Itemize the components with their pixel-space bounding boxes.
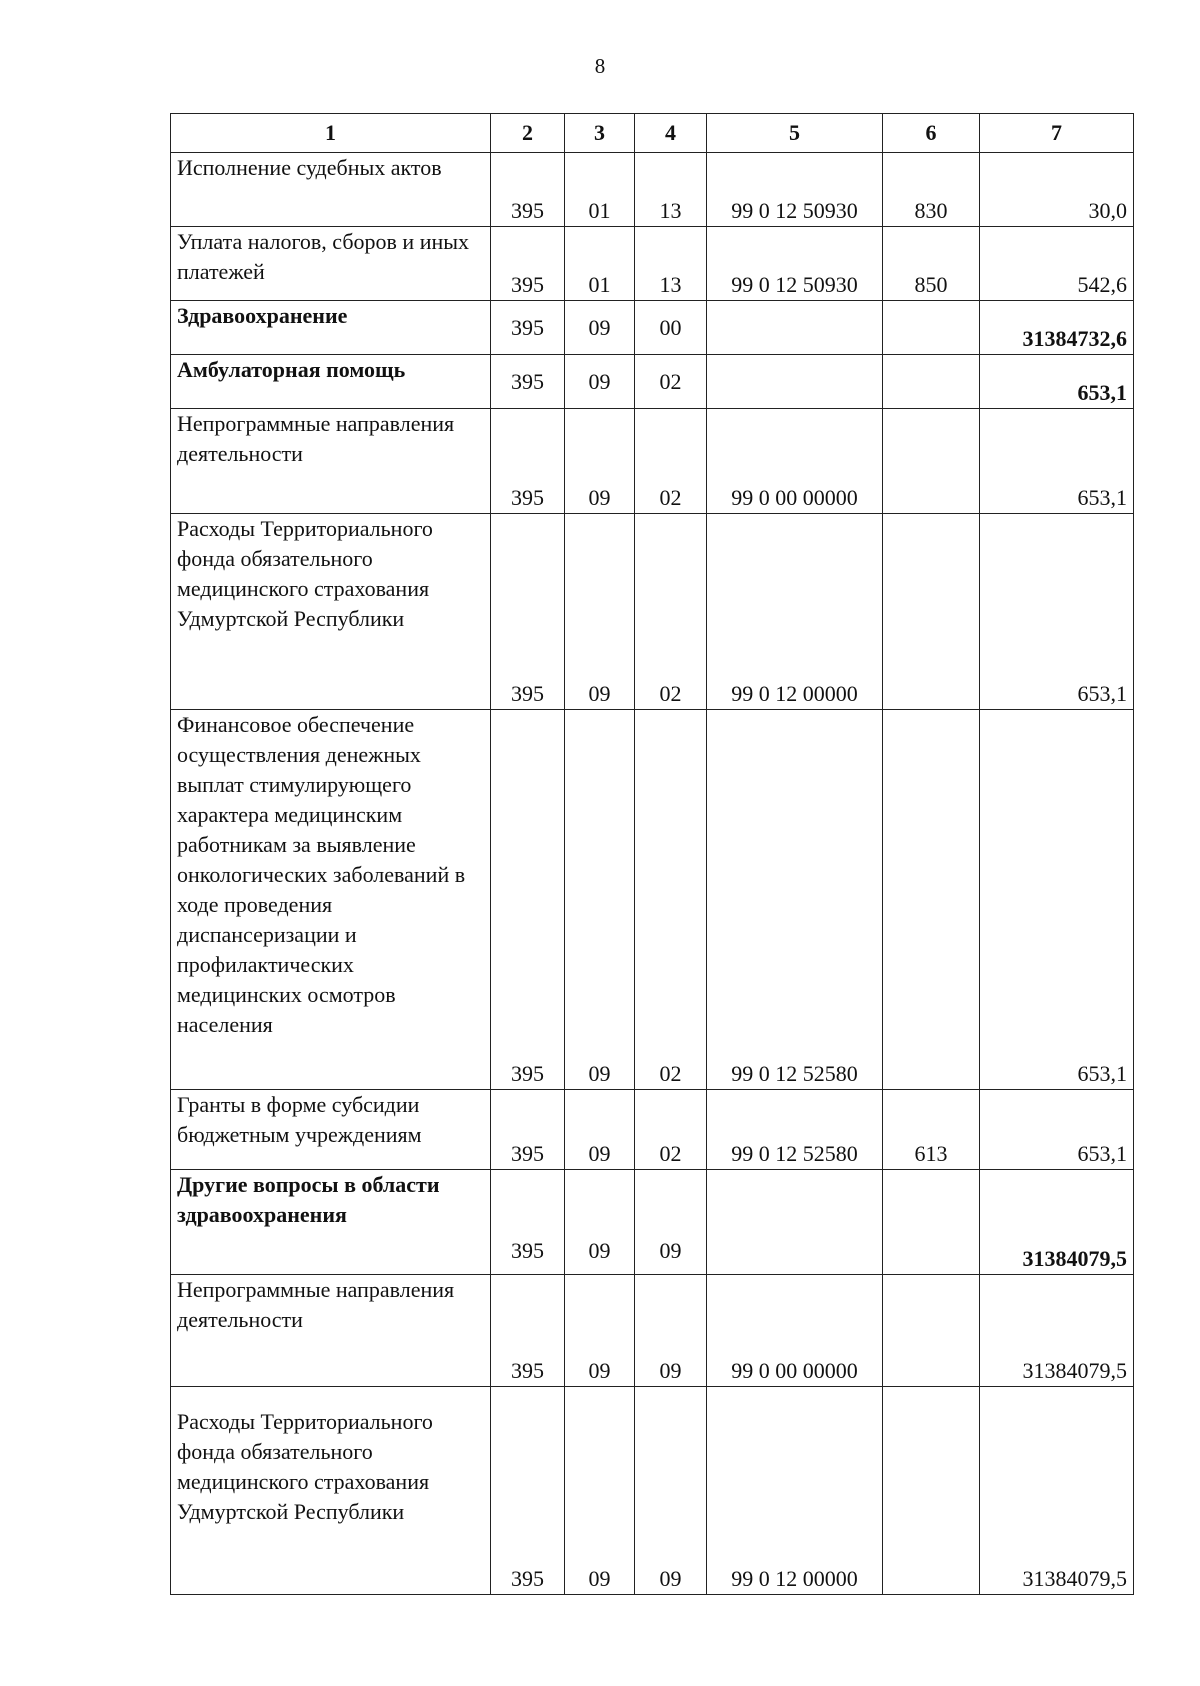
- row-subsection-code: 09: [635, 1275, 707, 1387]
- row-amount: 31384732,6: [980, 301, 1134, 355]
- row-section-code: 09: [565, 1170, 635, 1275]
- row-ministry-code: 395: [491, 355, 565, 409]
- table-row-section: [171, 355, 1134, 409]
- budget-table: [170, 113, 1134, 1595]
- row-amount: 653,1: [980, 409, 1134, 514]
- header-col-2: 2: [491, 114, 565, 153]
- table-row: [171, 409, 1134, 514]
- row-subsection-code: 02: [635, 710, 707, 1090]
- row-section-code: 09: [565, 1090, 635, 1170]
- row-subsection-code: 09: [635, 1170, 707, 1275]
- table-row-section: [171, 1170, 1134, 1275]
- row-expense-type: [883, 301, 980, 355]
- row-name: Непрограммные направления деятельности: [171, 1275, 491, 1387]
- row-expense-type: [883, 1275, 980, 1387]
- row-ministry-code: 395: [491, 514, 565, 710]
- row-ministry-code: 395: [491, 409, 565, 514]
- row-ministry-code: 395: [491, 1275, 565, 1387]
- row-name: Амбулаторная помощь: [171, 355, 491, 409]
- row-section-code: 09: [565, 1387, 635, 1595]
- row-ministry-code: 395: [491, 1090, 565, 1170]
- header-col-6: 6: [883, 114, 980, 153]
- row-section-code: 09: [565, 514, 635, 710]
- row-target-article: 99 0 00 00000: [707, 409, 883, 514]
- row-expense-type: 830: [883, 153, 980, 227]
- row-target-article: [707, 301, 883, 355]
- header-row: [171, 114, 1134, 153]
- row-ministry-code: 395: [491, 301, 565, 355]
- row-amount: 653,1: [980, 355, 1134, 409]
- row-section-code: 01: [565, 153, 635, 227]
- table-row: [171, 710, 1134, 1090]
- row-name: Уплата налогов, сборов и иных платежей: [171, 227, 491, 301]
- row-name: Здравоохранение: [171, 301, 491, 355]
- table-row: [171, 1275, 1134, 1387]
- header-col-5: 5: [707, 114, 883, 153]
- row-expense-type: [883, 710, 980, 1090]
- row-amount: 31384079,5: [980, 1387, 1134, 1595]
- row-target-article: 99 0 12 52580: [707, 710, 883, 1090]
- row-expense-type: [883, 514, 980, 710]
- row-section-code: 09: [565, 409, 635, 514]
- row-amount: 542,6: [980, 227, 1134, 301]
- table-row: [171, 1090, 1134, 1170]
- row-target-article: 99 0 12 00000: [707, 514, 883, 710]
- row-target-article: [707, 1170, 883, 1275]
- row-subsection-code: 02: [635, 409, 707, 514]
- table-row: [171, 1387, 1134, 1595]
- row-expense-type: 613: [883, 1090, 980, 1170]
- row-amount: 653,1: [980, 514, 1134, 710]
- row-subsection-code: 02: [635, 1090, 707, 1170]
- table-row: [171, 227, 1134, 301]
- row-target-article: 99 0 12 50930: [707, 153, 883, 227]
- row-name: Расходы Территориального фонда обязательного медицинского страхования Удмуртской Республики: [171, 1387, 491, 1595]
- row-amount: 31384079,5: [980, 1170, 1134, 1275]
- page-number: 8: [594, 54, 606, 78]
- row-section-code: 01: [565, 227, 635, 301]
- row-ministry-code: 395: [491, 153, 565, 227]
- row-name: Другие вопросы в области здравоохранения: [171, 1170, 491, 1275]
- row-target-article: 99 0 12 00000: [707, 1387, 883, 1595]
- row-amount: 30,0: [980, 153, 1134, 227]
- row-expense-type: [883, 355, 980, 409]
- row-ministry-code: 395: [491, 1170, 565, 1275]
- row-subsection-code: 13: [635, 227, 707, 301]
- row-target-article: 99 0 12 52580: [707, 1090, 883, 1170]
- row-amount: 653,1: [980, 710, 1134, 1090]
- row-section-code: 09: [565, 1275, 635, 1387]
- row-expense-type: [883, 1387, 980, 1595]
- row-amount: 31384079,5: [980, 1275, 1134, 1387]
- row-ministry-code: 395: [491, 227, 565, 301]
- table-row-section: [171, 301, 1134, 355]
- row-name: Непрограммные направления деятельности: [171, 409, 491, 514]
- row-section-code: 09: [565, 301, 635, 355]
- header-col-3: 3: [565, 114, 635, 153]
- header-col-1: 1: [171, 114, 491, 153]
- row-expense-type: [883, 409, 980, 514]
- row-ministry-code: 395: [491, 1387, 565, 1595]
- table-row: [171, 514, 1134, 710]
- row-ministry-code: 395: [491, 710, 565, 1090]
- row-subsection-code: 09: [635, 1387, 707, 1595]
- table-row: [171, 153, 1134, 227]
- header-col-4: 4: [635, 114, 707, 153]
- header-col-7: 7: [980, 114, 1134, 153]
- row-target-article: 99 0 12 50930: [707, 227, 883, 301]
- row-subsection-code: 13: [635, 153, 707, 227]
- row-expense-type: [883, 1170, 980, 1275]
- row-name: Гранты в форме субсидии бюджетным учреждениям: [171, 1090, 491, 1170]
- row-name: Финансовое обеспечение осуществления денежных выплат стимулирующего характера медицинским работникам за выявление онкологических заболеваний в ходе проведения диспансеризации и профилактических медицинских осмотров населения: [171, 710, 491, 1090]
- row-name: Исполнение судебных актов: [171, 153, 491, 227]
- row-section-code: 09: [565, 355, 635, 409]
- row-subsection-code: 02: [635, 514, 707, 710]
- row-amount: 653,1: [980, 1090, 1134, 1170]
- row-subsection-code: 02: [635, 355, 707, 409]
- row-section-code: 09: [565, 710, 635, 1090]
- row-target-article: 99 0 00 00000: [707, 1275, 883, 1387]
- row-target-article: [707, 355, 883, 409]
- row-name: Расходы Территориального фонда обязательного медицинского страхования Удмуртской Республики: [171, 514, 491, 710]
- row-expense-type: 850: [883, 227, 980, 301]
- row-subsection-code: 00: [635, 301, 707, 355]
